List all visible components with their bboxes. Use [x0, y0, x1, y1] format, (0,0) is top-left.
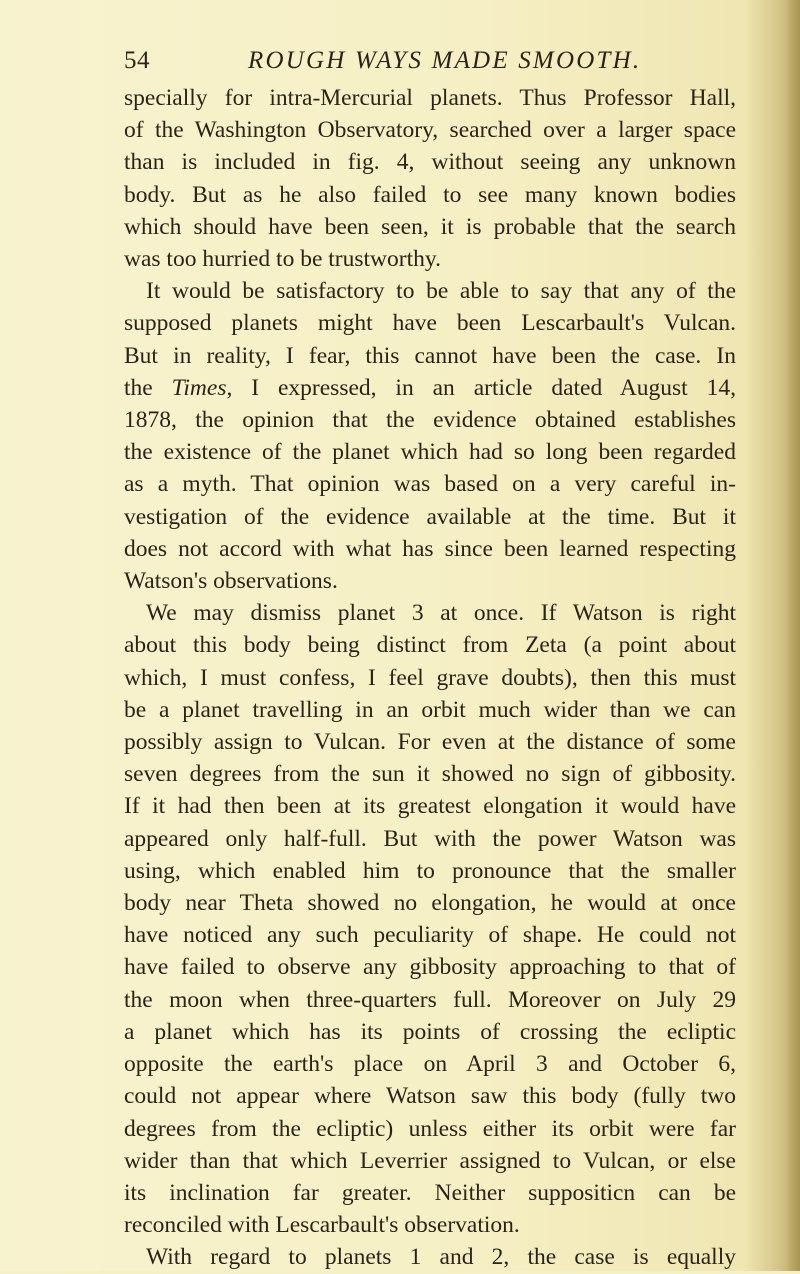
- text-line: supposed planets might have been Lescarbault's Vulcan.: [124, 310, 736, 337]
- text-fragment: , I expressed, in an article dated August 14,: [226, 374, 736, 401]
- text-line: 1878, the opinion that the evidence obtained establishes: [124, 407, 736, 434]
- body-text: [124, 82, 736, 1274]
- text-line: degrees from the ecliptic) unless either its orbit were far: [124, 1115, 736, 1142]
- text-line: reconciled with Lescarbault's observation.: [124, 1212, 520, 1239]
- text-line: If it had then been at its greatest elongation it would have: [124, 793, 736, 820]
- page-number: 54: [124, 47, 150, 74]
- text-line: of the Washington Observatory, searched over a larger space: [124, 117, 736, 144]
- text-line: a planet which has its points of crossing the ecliptic: [124, 1018, 736, 1045]
- page-edge-shadow: [786, 0, 800, 1271]
- text-line: does not accord with what has since been learned respecting: [124, 535, 736, 562]
- text-line: With regard to planets 1 and 2, the case is equally: [146, 1244, 736, 1271]
- text-line: But in reality, I fear, this cannot have been the case. In: [124, 342, 736, 369]
- text-line: the moon when three-quarters full. Moreover on July 29: [124, 986, 736, 1013]
- text-line: Watson's observations.: [124, 568, 338, 595]
- text-line: seven degrees from the sun it showed no sign of gibbosity.: [124, 761, 736, 788]
- text-line: body near Theta showed no elongation, he would at once: [124, 890, 736, 917]
- italic-title: Times: [171, 374, 227, 401]
- text-line: than is included in fig. 4, without seeing any unknown: [124, 149, 736, 176]
- page-header: [124, 44, 734, 78]
- text-line: was too hurried to be trustworthy.: [124, 246, 441, 273]
- text-line: about this body being distinct from Zeta (a point about: [124, 632, 736, 659]
- text-line: We may dismiss planet 3 at once. If Watson is right: [146, 600, 736, 627]
- text-line: body. But as he also failed to see many known bodies: [124, 181, 736, 208]
- text-line: have noticed any such peculiarity of shape. He could not: [124, 922, 736, 949]
- text-line: as a myth. That opinion was based on a very careful in-: [124, 471, 736, 498]
- text-line: using, which enabled him to pronounce that the smaller: [124, 857, 736, 884]
- text-line: vestigation of the evidence available at the time. But it: [124, 503, 736, 530]
- text-line: be a planet travelling in an orbit much wider than we can: [124, 696, 736, 723]
- text-line: It would be satisfactory to be able to say that any of the: [146, 278, 736, 305]
- text-line: wider than that which Leverrier assigned to Vulcan, or else: [124, 1147, 736, 1174]
- running-title: ROUGH WAYS MADE SMOOTH.: [248, 47, 642, 74]
- text-line-with-italic: [124, 372, 736, 404]
- text-line: which, I must confess, I feel grave doubts), then this must: [124, 664, 736, 691]
- text-line: have failed to observe any gibbosity approaching to that of: [124, 954, 736, 981]
- text-line: appeared only half-full. But with the power Watson was: [124, 825, 736, 852]
- text-line: specially for intra-Mercurial planets. Thus Professor Hall,: [124, 85, 736, 111]
- text-line: could not appear where Watson saw this body (fully two: [124, 1083, 736, 1110]
- text-line: the existence of the planet which had so long been regarded: [124, 439, 736, 466]
- text-line: opposite the earth's place on April 3 and October 6,: [124, 1051, 736, 1078]
- text-line: possibly assign to Vulcan. For even at the distance of some: [124, 729, 736, 756]
- text-fragment: the: [124, 374, 153, 401]
- text-line: its inclination far greater. Neither suppositicn can be: [124, 1179, 736, 1206]
- text-line: which should have been seen, it is probable that the search: [124, 213, 736, 240]
